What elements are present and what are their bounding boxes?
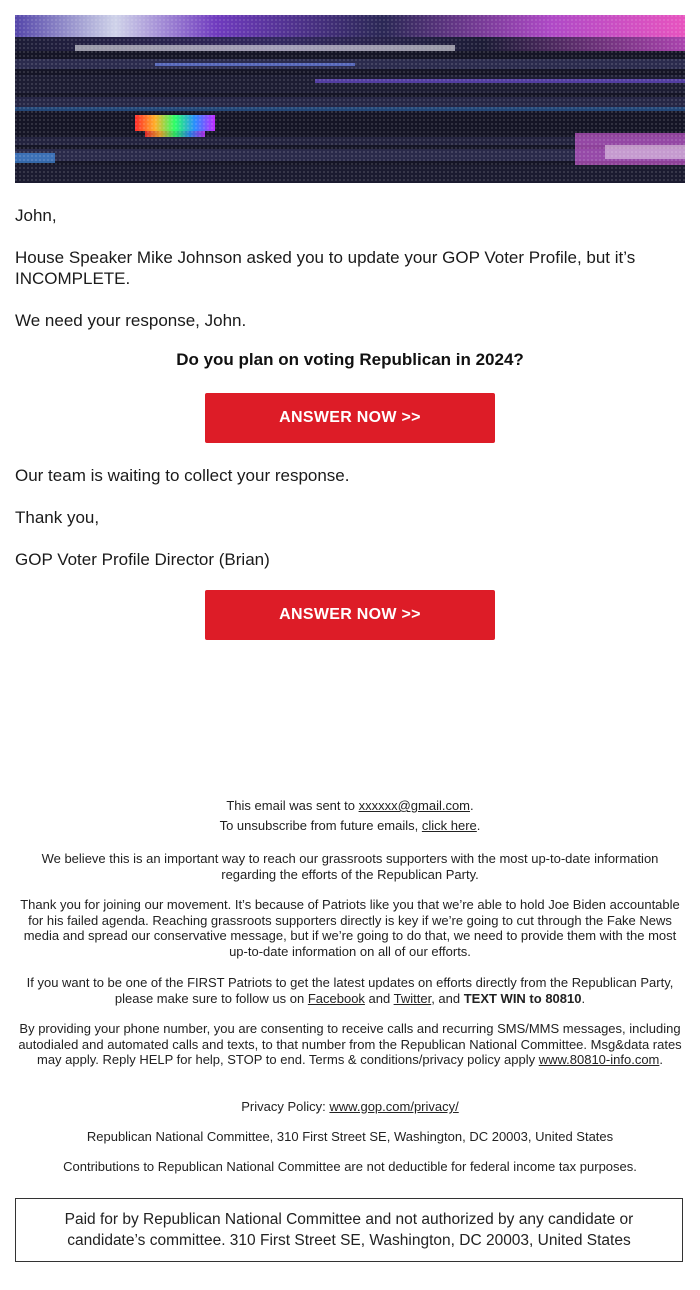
hero-banner-image — [15, 15, 685, 183]
sent-to-line: This email was sent to xxxxxx@gmail.com. — [226, 798, 474, 813]
text-win-cta: TEXT WIN to 80810 — [463, 990, 582, 1006]
response-paragraph: We need your response, John. — [15, 311, 247, 330]
unsubscribe-line: To unsubscribe from future emails, click here. — [219, 818, 481, 833]
address-line: Republican National Committee, 310 First Street SE, Washington, DC 20003, United States — [86, 1129, 614, 1144]
believe-paragraph: We believe this is an important way to reach our grassroots supporters with the most up-to-date information regarding the efforts of the Republican Party. — [41, 851, 659, 882]
paid-for-line-1: Paid for by Republican National Committee and not authorized by any candidate or — [64, 1211, 634, 1228]
twitter-link[interactable]: Twitter — [393, 990, 432, 1006]
follow-paragraph: If you want to be one of the FIRST Patriots to get the latest updates on efforts directly from the Republican Party, please make sure to follow us on Facebook and Twitter, and TEXT WIN to 80810. — [26, 975, 674, 1006]
intro-paragraph: House Speaker Mike Johnson asked you to update your GOP Voter Profile, but it’s INCOMPLETE. — [15, 248, 636, 288]
answer-now-button-bottom[interactable]: ANSWER NOW >> — [205, 590, 495, 640]
signoff: Thank you, — [15, 508, 100, 527]
privacy-line: Privacy Policy: www.gop.com/privacy/ — [241, 1099, 459, 1114]
privacy-policy-link[interactable]: www.gop.com/privacy/ — [329, 1099, 459, 1114]
thanks-paragraph: Thank you for joining our movement. It’s because of Patriots like you that we’re able to hold Joe Biden accountable for his failed agenda. Reaching grassroots supporters directly is key if we’re going to cut through the Fake News media and spread our conservative message, but if we’re going to do that, we need to provide them with the most up-to-date information on all of our efforts. — [20, 897, 680, 959]
paid-for-line-2: candidate’s committee. 310 First Street SE, Washington, DC 20003, United States — [67, 1232, 631, 1249]
answer-now-button-top[interactable]: ANSWER NOW >> — [205, 393, 495, 443]
contributions-disclaimer: Contributions to Republican National Committee are not deductible for federal income tax purposes. — [63, 1159, 637, 1174]
waiting-paragraph: Our team is waiting to collect your response. — [15, 466, 350, 485]
recipient-email-link[interactable]: xxxxxx@gmail.com — [358, 798, 471, 813]
facebook-link[interactable]: Facebook — [307, 990, 365, 1006]
signature: GOP Voter Profile Director (Brian) — [15, 550, 270, 569]
question-heading: Do you plan on voting Republican in 2024? — [176, 350, 524, 369]
greeting: John, — [15, 206, 57, 225]
terms-link[interactable]: www.80810-info.com — [538, 1052, 660, 1067]
glitch-graphic — [15, 15, 685, 183]
paid-for-disclaimer-box — [15, 1198, 683, 1262]
unsubscribe-link[interactable]: click here — [421, 818, 477, 833]
consent-paragraph: By providing your phone number, you are consenting to receive calls and recurring SMS/MMS messages, including autodialed and automated calls and texts, to that number from the Republican National Committee. Msg&data rates may apply. Reply HELP for help, STOP to end. Terms & conditions/privacy policy apply www.80810-info.com. — [18, 1021, 682, 1067]
